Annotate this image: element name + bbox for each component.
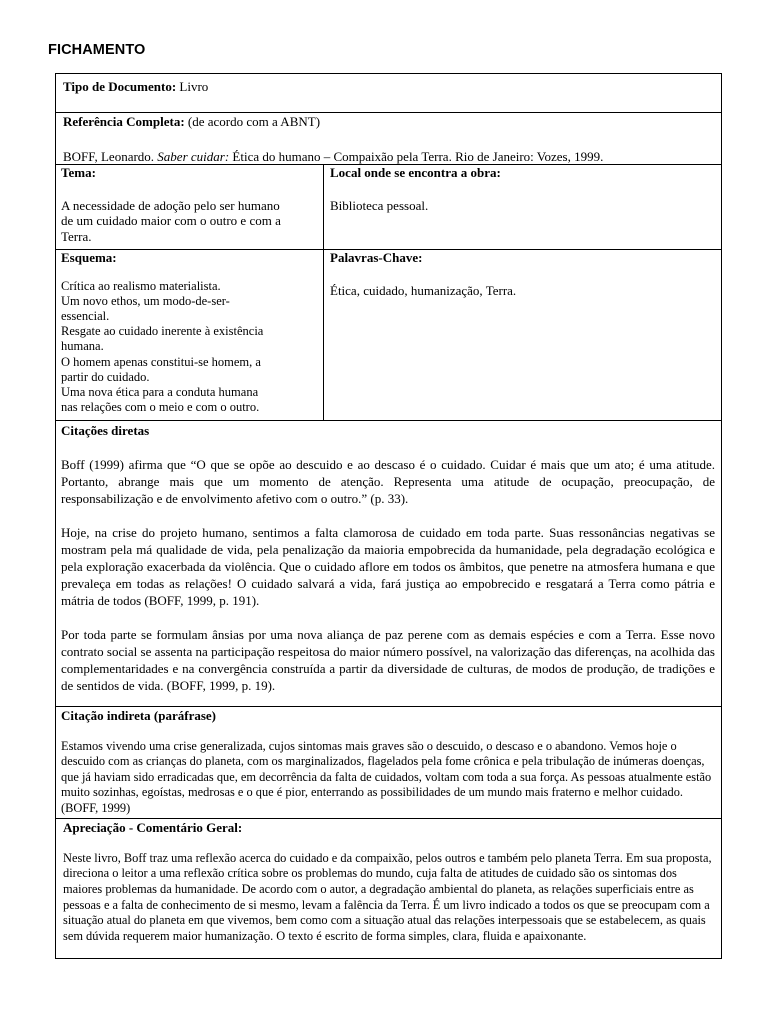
apreciacao-text: Neste livro, Boff traz uma reflexão acerca do cuidado e da compaixão, pelos outros e também pelo planeta Terra. Em sua proposta, direciona o leitor a uma reflexão crítica sobre os problemas do mundo, cuja falta de atitudes de cuidado são os sintomas dos maiores problemas da humanidade. De acordo com o autor, a degradação ambiental do planeta, as relações superficiais entre as pessoas e a falta de conhecimento de si mesmo, levam a falência da Terra. É um livro indicado a todos os que se preocupam com a situação atual do planeta em que vivemos, bem como com a situação atual das relações interpessoais que se estabelecem, as quais sem dúvida requerem maior humanização. O texto é escrito de forma simples, clara, fluida e apaixonante. (63, 850, 712, 944)
tipo-label: Tipo de Documento: (63, 79, 177, 94)
row-divider (56, 706, 721, 707)
esquema-line: Crítica ao realismo materialista. (61, 278, 221, 293)
citacoes-cell (61, 422, 715, 694)
local-value: Biblioteca pessoal. (330, 197, 429, 213)
palavras-value: Ética, cuidado, humanização, Terra. (330, 282, 517, 298)
apreciacao-cell (63, 820, 717, 945)
tipo-cell (63, 79, 713, 95)
column-divider (323, 164, 324, 420)
local-label: Local onde se encontra a obra: (330, 165, 501, 180)
citacoes-label: Citações diretas (61, 423, 150, 438)
esquema-line: Um novo ethos, um modo-de-ser- (61, 293, 230, 308)
tema-line: A necessidade de adoção pelo ser humano (61, 197, 280, 213)
referencia-note: (de acordo com a ABNT) (184, 114, 321, 129)
fichamento-table (55, 73, 722, 959)
esquema-line: O homem apenas constitui-se homem, a (61, 354, 261, 369)
esquema-line: essencial. (61, 308, 110, 323)
palavras-cell (330, 250, 715, 298)
row-divider (56, 420, 721, 421)
referencia-label: Referência Completa: (63, 114, 185, 129)
esquema-label: Esquema: (61, 250, 117, 265)
local-cell (330, 165, 715, 213)
referencia-cell (63, 114, 723, 164)
esquema-line: partir do cuidado. (61, 369, 150, 384)
esquema-line: humana. (61, 339, 104, 354)
referencia-authors: BOFF, Leonardo. (63, 148, 158, 164)
referencia-rest: Ética do humano – Compaixão pela Terra. Rio de Janeiro: Vozes, 1999. (229, 148, 604, 164)
referencia-title: Saber cuidar: (157, 148, 230, 164)
tema-line: Terra. (61, 228, 92, 244)
tema-cell (61, 165, 323, 244)
row-divider (56, 112, 721, 113)
indireta-label: Citação indireta (paráfrase) (61, 708, 217, 723)
document-heading: FICHAMENTO (48, 42, 146, 58)
citacao-paragraph: Boff (1999) afirma que “O que se opõe ao descuido e ao descaso é o cuidado. Cuidar é mais que um ato; é uma atitude. Portanto, abrange mais que um momento de atenção. Representa uma atitude de ocupação, preocupação, de responsabilização e de envolvimento afetivo com o outro.” (p. 33). (61, 457, 715, 506)
apreciacao-label: Apreciação - Comentário Geral: (63, 820, 243, 835)
palavras-label: Palavras-Chave: (330, 250, 423, 265)
tema-line: de um cuidado maior com o outro e com a (61, 213, 281, 228)
esquema-cell (61, 250, 323, 415)
esquema-line: Uma nova ética para a conduta humana (61, 384, 259, 399)
esquema-line: Resgate ao cuidado inerente à existência (61, 324, 264, 339)
tema-label: Tema: (61, 165, 96, 180)
indireta-cell (61, 708, 717, 816)
esquema-line: nas relações com o meio e com o outro. (61, 400, 260, 415)
tipo-value: Livro (176, 79, 209, 94)
citacao-paragraph: Por toda parte se formulam ânsias por uma nova aliança de paz perene com as demais espécies e com a Terra. Esse novo contrato social se assenta na participação respeitosa do maior número possível, na valorização das diferenças, na acolhida das complementaridades e na convergência construída a partir da diversidade de culturas, de modos de produção, de tradições e de sentidos de vida. (BOFF, 1999, p. 19). (61, 627, 715, 693)
row-divider (56, 818, 721, 819)
indireta-text: Estamos vivendo uma crise generalizada, cujos sintomas mais graves são o descuido, o descaso e o abandono. Vemos hoje o descuido com as crianças do planeta, com os marginalizados, flagelados pela fome crônica e pela tribulação de inúmeras doenças, que já haviam sido erradicadas que, em decorrência da falta de cuidados, voltam com toda a sua força. As pessoas atualmente estão muito sozinhas, egoístas, medrosas e o que é pior, enterrando as possibilidades de um mundo mais fraterno e melhor cuidado. (BOFF, 1999) (61, 738, 712, 815)
citacao-paragraph: Hoje, na crise do projeto humano, sentimos a falta clamorosa de cuidado em toda parte. Suas ressonâncias negativas se mostram pela má qualidade de vida, pela penalização da maioria empobrecida da humanidade, pela degradação ecológica e pela exploração exacerbada da violência. Que o cuidado aflore em todos os âmbitos, que penetre na atmosfera humana e que prevaleça em todas as relações! O cuidado salvará a vida, fará justiça ao empobrecido e resgatará a Terra como pátria e mátria de todos (BOFF, 1999, p. 191). (61, 525, 715, 608)
